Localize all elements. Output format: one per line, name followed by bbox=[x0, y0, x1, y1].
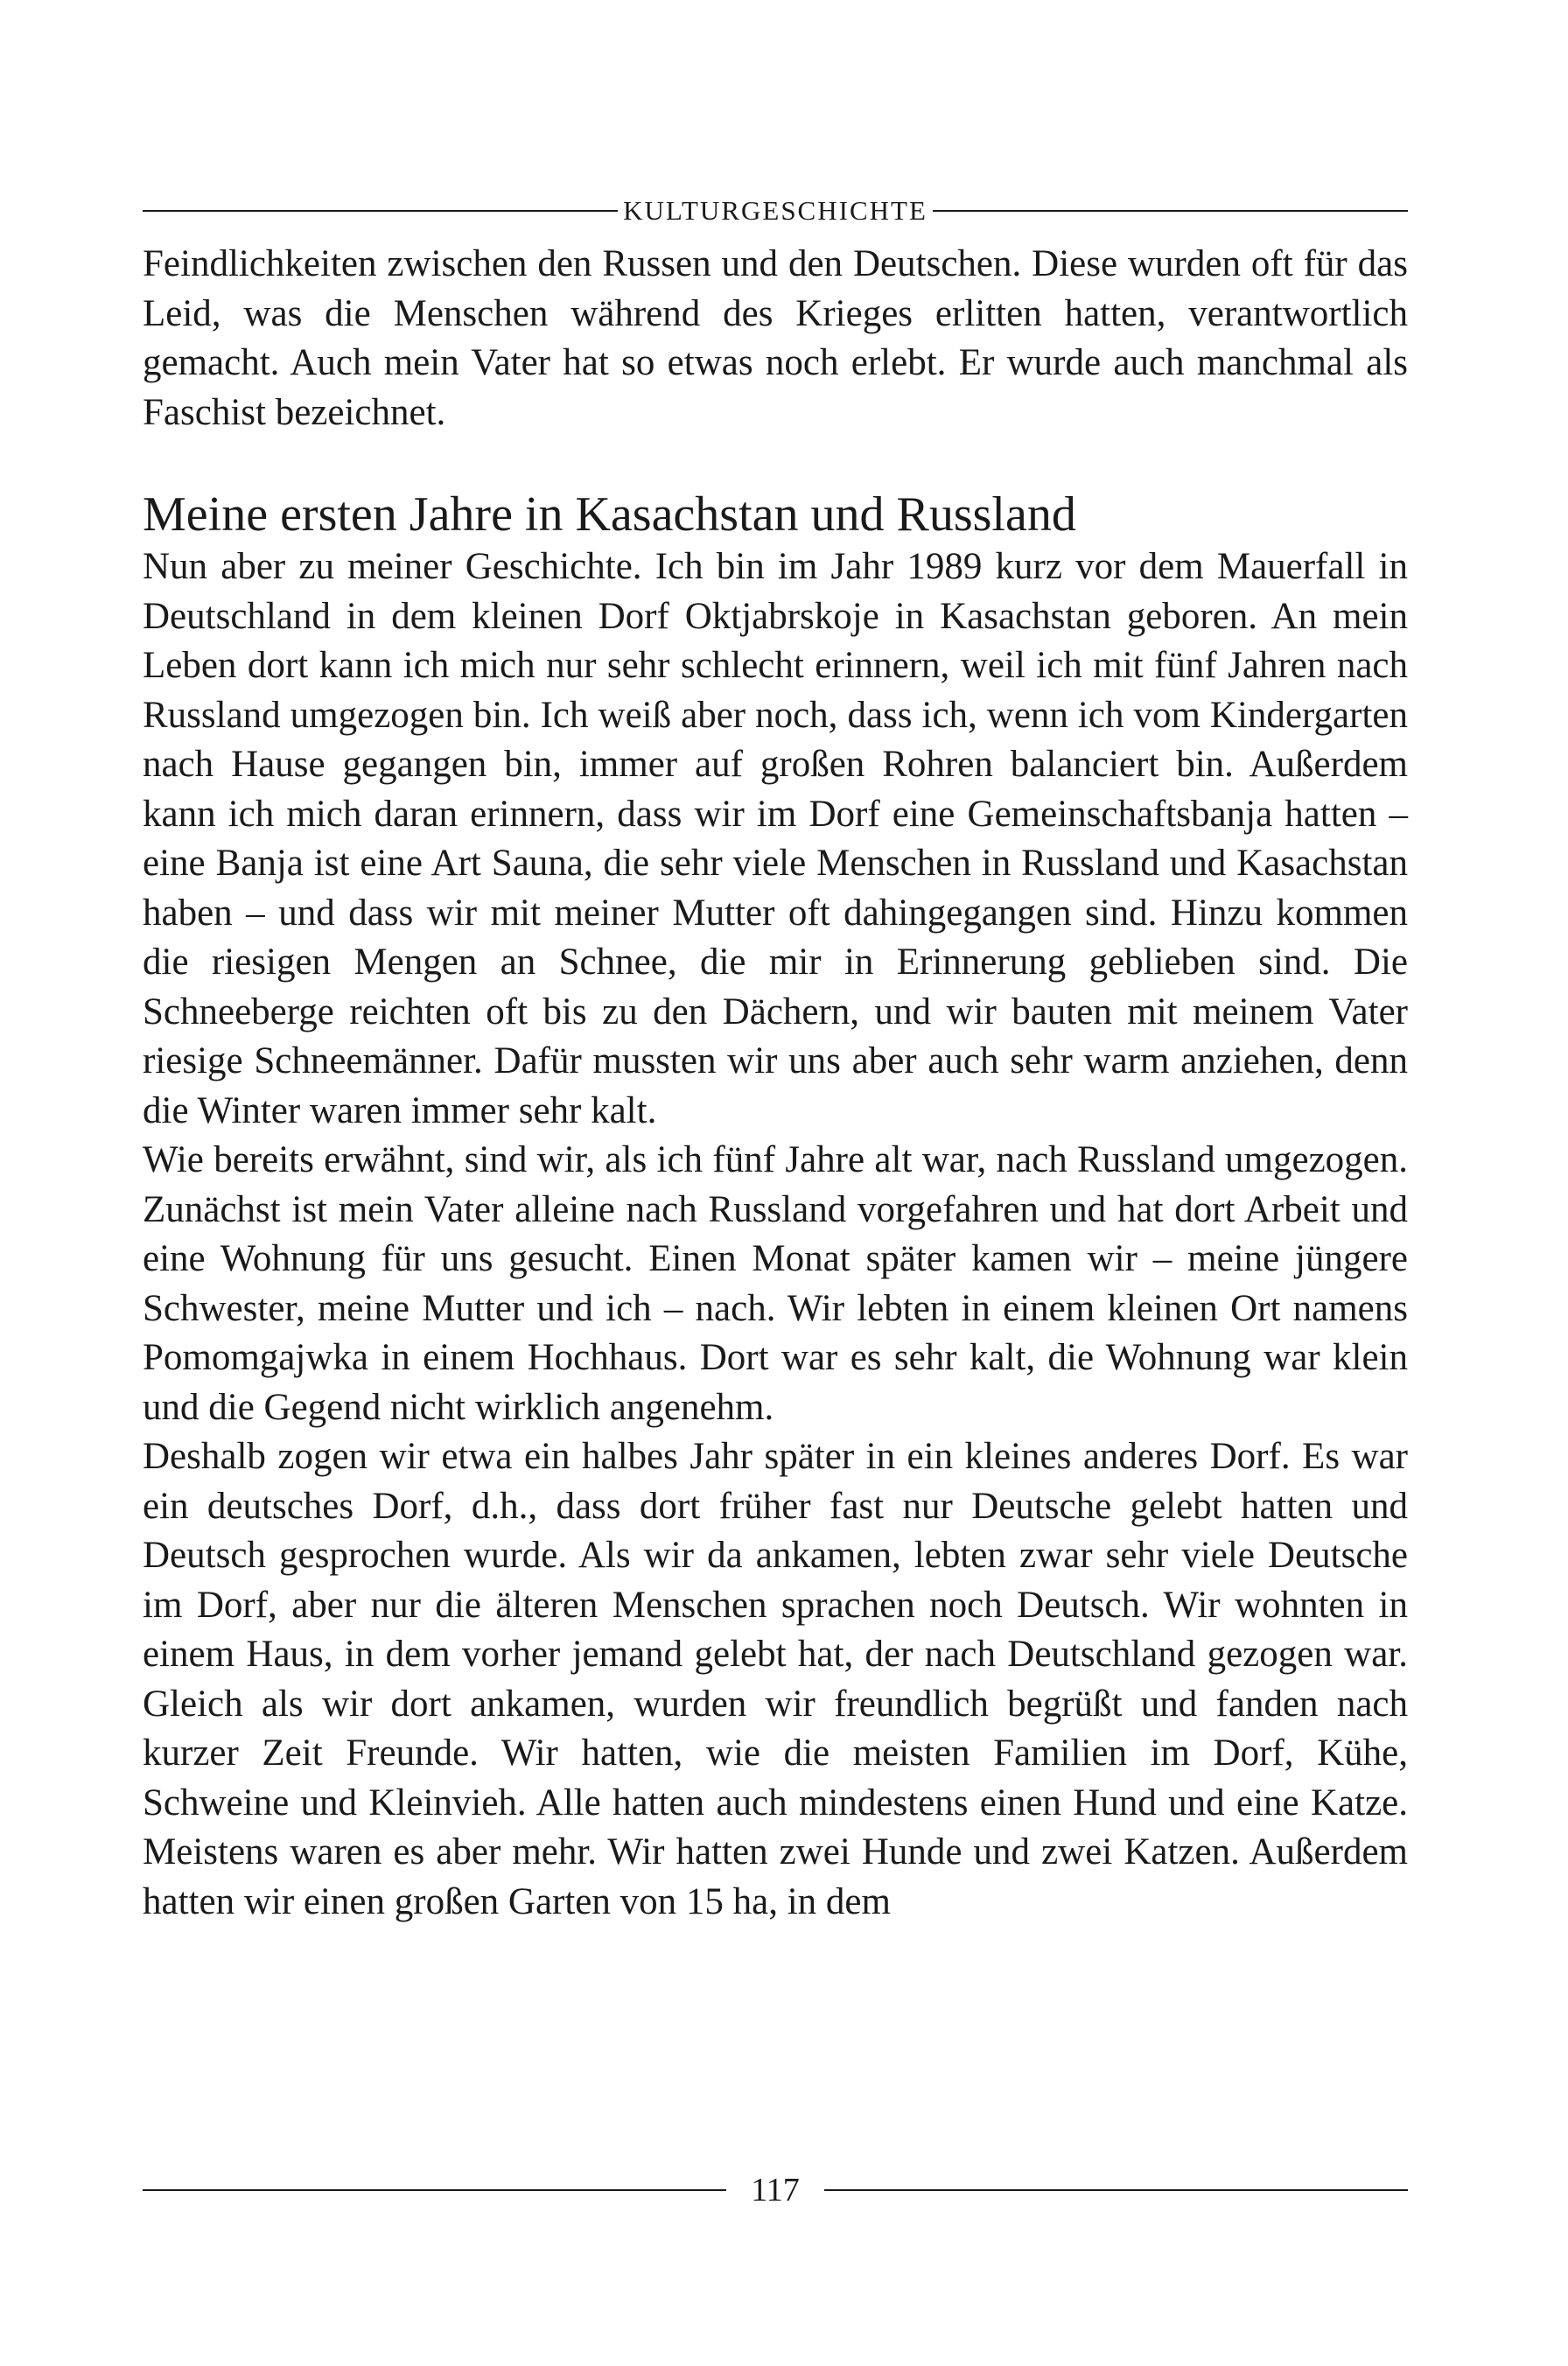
footer-rule-left bbox=[143, 2189, 726, 2191]
running-head: KULTURGESCHICHTE bbox=[623, 195, 928, 226]
body-paragraph: Wie bereits erwähnt, sind wir, als ich fünf Jahre alt war, nach Russland umgezogen. Zunächst ist mein Vater alleine nach Russland vorgefahren und hat dort Arbeit und eine Wohnung für uns gesucht. Einen Monat später kamen wir – meine jüngere Schwester, meine Mutter und ich – nach. Wir lebten in einem kleinen Ort namens Pomomgajwka in einem Hochhaus. Dort war es sehr kalt, die Wohnung war klein und die Gegend nicht wirklich angenehm. bbox=[143, 1139, 1408, 1428]
section-heading: Meine ersten Jahre in Kasachstan und Russland bbox=[143, 487, 1076, 542]
header-rule-left bbox=[143, 210, 618, 212]
running-head-row bbox=[143, 197, 1408, 224]
footer-rule-row bbox=[143, 2174, 1408, 2207]
book-page bbox=[143, 197, 1408, 1927]
page-footer bbox=[143, 2174, 1408, 2207]
page-content bbox=[143, 240, 1408, 1927]
footer-rule-right bbox=[824, 2189, 1408, 2191]
header-rule-right bbox=[933, 210, 1408, 212]
body-paragraph: Deshalb zogen wir etwa ein halbes Jahr später in ein kleines anderes Dorf. Es war ein deutsches Dorf, d.h., dass dort früher fast nur Deutsche gelebt hatten und Deutsch gesprochen wurde. Als wir da ankamen, lebten zwar sehr viele Deutsche im Dorf, aber nur die älteren Menschen sprachen noch Deutsch. Wir wohnten in einem Haus, in dem vorher jemand gelebt hat, der nach Deutschland gezogen war. Gleich als wir dort ankamen, wurden wir freundlich begrüßt und fanden nach kurzer Zeit Freunde. Wir hatten, wie die meisten Familien im Dorf, Kühe, Schweine und Kleinvieh. Alle hatten auch mindestens einen Hund und eine Katze. Meistens waren es aber mehr. Wir hatten zwei Hunde und zwei Katzen. Außerdem hatten wir einen großen Garten von 15 ha, in dem bbox=[143, 1436, 1408, 1922]
intro-paragraph: Feindlichkeiten zwischen den Russen und den Deutschen. Diese wurden oft für das Leid, was die Menschen während des Krieges erlitten hatten, verantwortlich gemacht. Auch mein Vater hat so etwas noch erlebt. Er wurde auch manchmal als Faschist bezeichnet. bbox=[143, 243, 1408, 433]
page-number: 117 bbox=[751, 2172, 800, 2208]
body-paragraph: Nun aber zu meiner Geschichte. Ich bin im Jahr 1989 kurz vor dem Mauerfall in Deutschland in dem kleinen Dorf Oktjabrskoje in Kasachstan geboren. An mein Leben dort kann ich mich nur sehr schlecht erinnern, weil ich mit fünf Jahren nach Russland umgezogen bin. Ich weiß aber noch, dass ich, wenn ich vom Kindergarten nach Hause gegangen bin, immer auf großen Rohren balanciert bin. Außerdem kann ich mich daran erinnern, dass wir im Dorf eine Gemeinschaftsbanja hatten – eine Banja ist eine Art Sauna, die sehr viele Menschen in Russland und Kasachstan haben – und dass wir mit meiner Mutter oft dahingegangen sind. Hinzu kommen die riesigen Mengen an Schnee, die mir in Erinnerung geblieben sind. Die Schneeberge reichten oft bis zu den Dächern, und wir bauten mit meinem Vater riesige Schneemänner. Dafür mussten wir uns aber auch sehr warm anziehen, denn die Winter waren immer sehr kalt. bbox=[143, 546, 1408, 1131]
